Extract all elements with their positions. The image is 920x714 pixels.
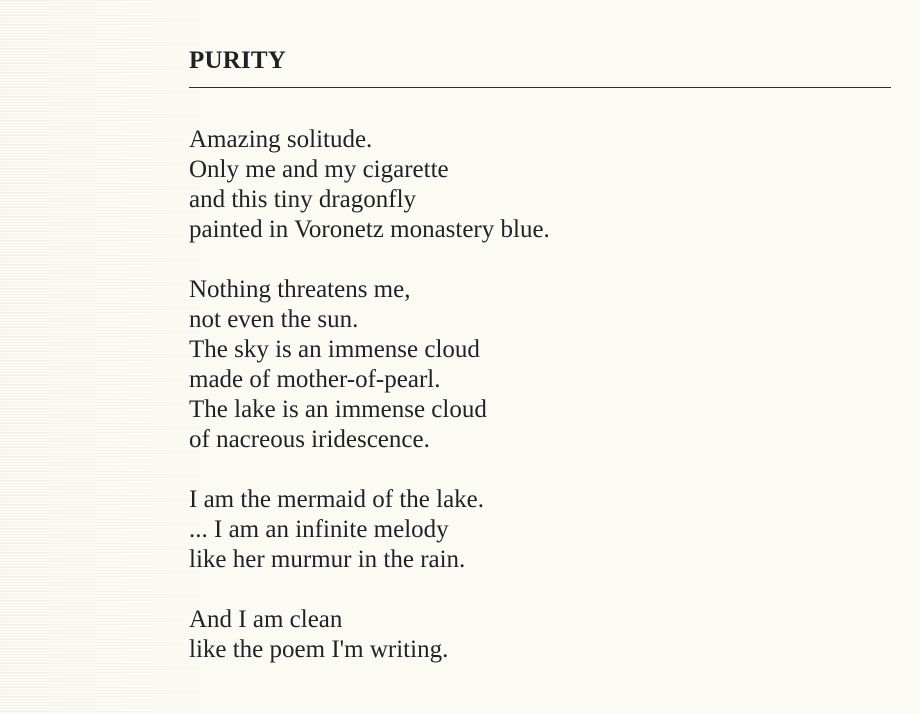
verse-line: made of mother-of-pearl.: [189, 366, 441, 393]
verse-line: painted in Voronetz monastery blue.: [189, 216, 550, 243]
verse-line: not even the sun.: [189, 306, 359, 333]
stanza-1: [189, 125, 893, 245]
verse-line: The lake is an immense cloud: [189, 396, 487, 423]
poem-title: PURITY: [189, 47, 287, 74]
verse-line: Amazing solitude.: [189, 126, 373, 153]
title-divider: [189, 87, 891, 88]
verse-line: And I am clean: [189, 606, 343, 633]
verse-line: I am the mermaid of the lake.: [189, 486, 485, 513]
stanza-3: [189, 485, 893, 575]
verse-line: Only me and my cigarette: [189, 156, 449, 183]
verse-line: Nothing threatens me,: [189, 276, 411, 303]
poem-body: [189, 125, 893, 665]
verse-line: like her murmur in the rain.: [189, 546, 466, 573]
stanza-4: [189, 605, 893, 665]
verse-line: ... I am an infinite melody: [189, 516, 449, 543]
verse-line: The sky is an immense cloud: [189, 336, 480, 363]
poem-page: [189, 44, 893, 665]
stanza-2: [189, 275, 893, 455]
verse-line: like the poem I'm writing.: [189, 636, 449, 663]
verse-line: and this tiny dragonfly: [189, 186, 417, 213]
verse-line: of nacreous iridescence.: [189, 426, 430, 453]
